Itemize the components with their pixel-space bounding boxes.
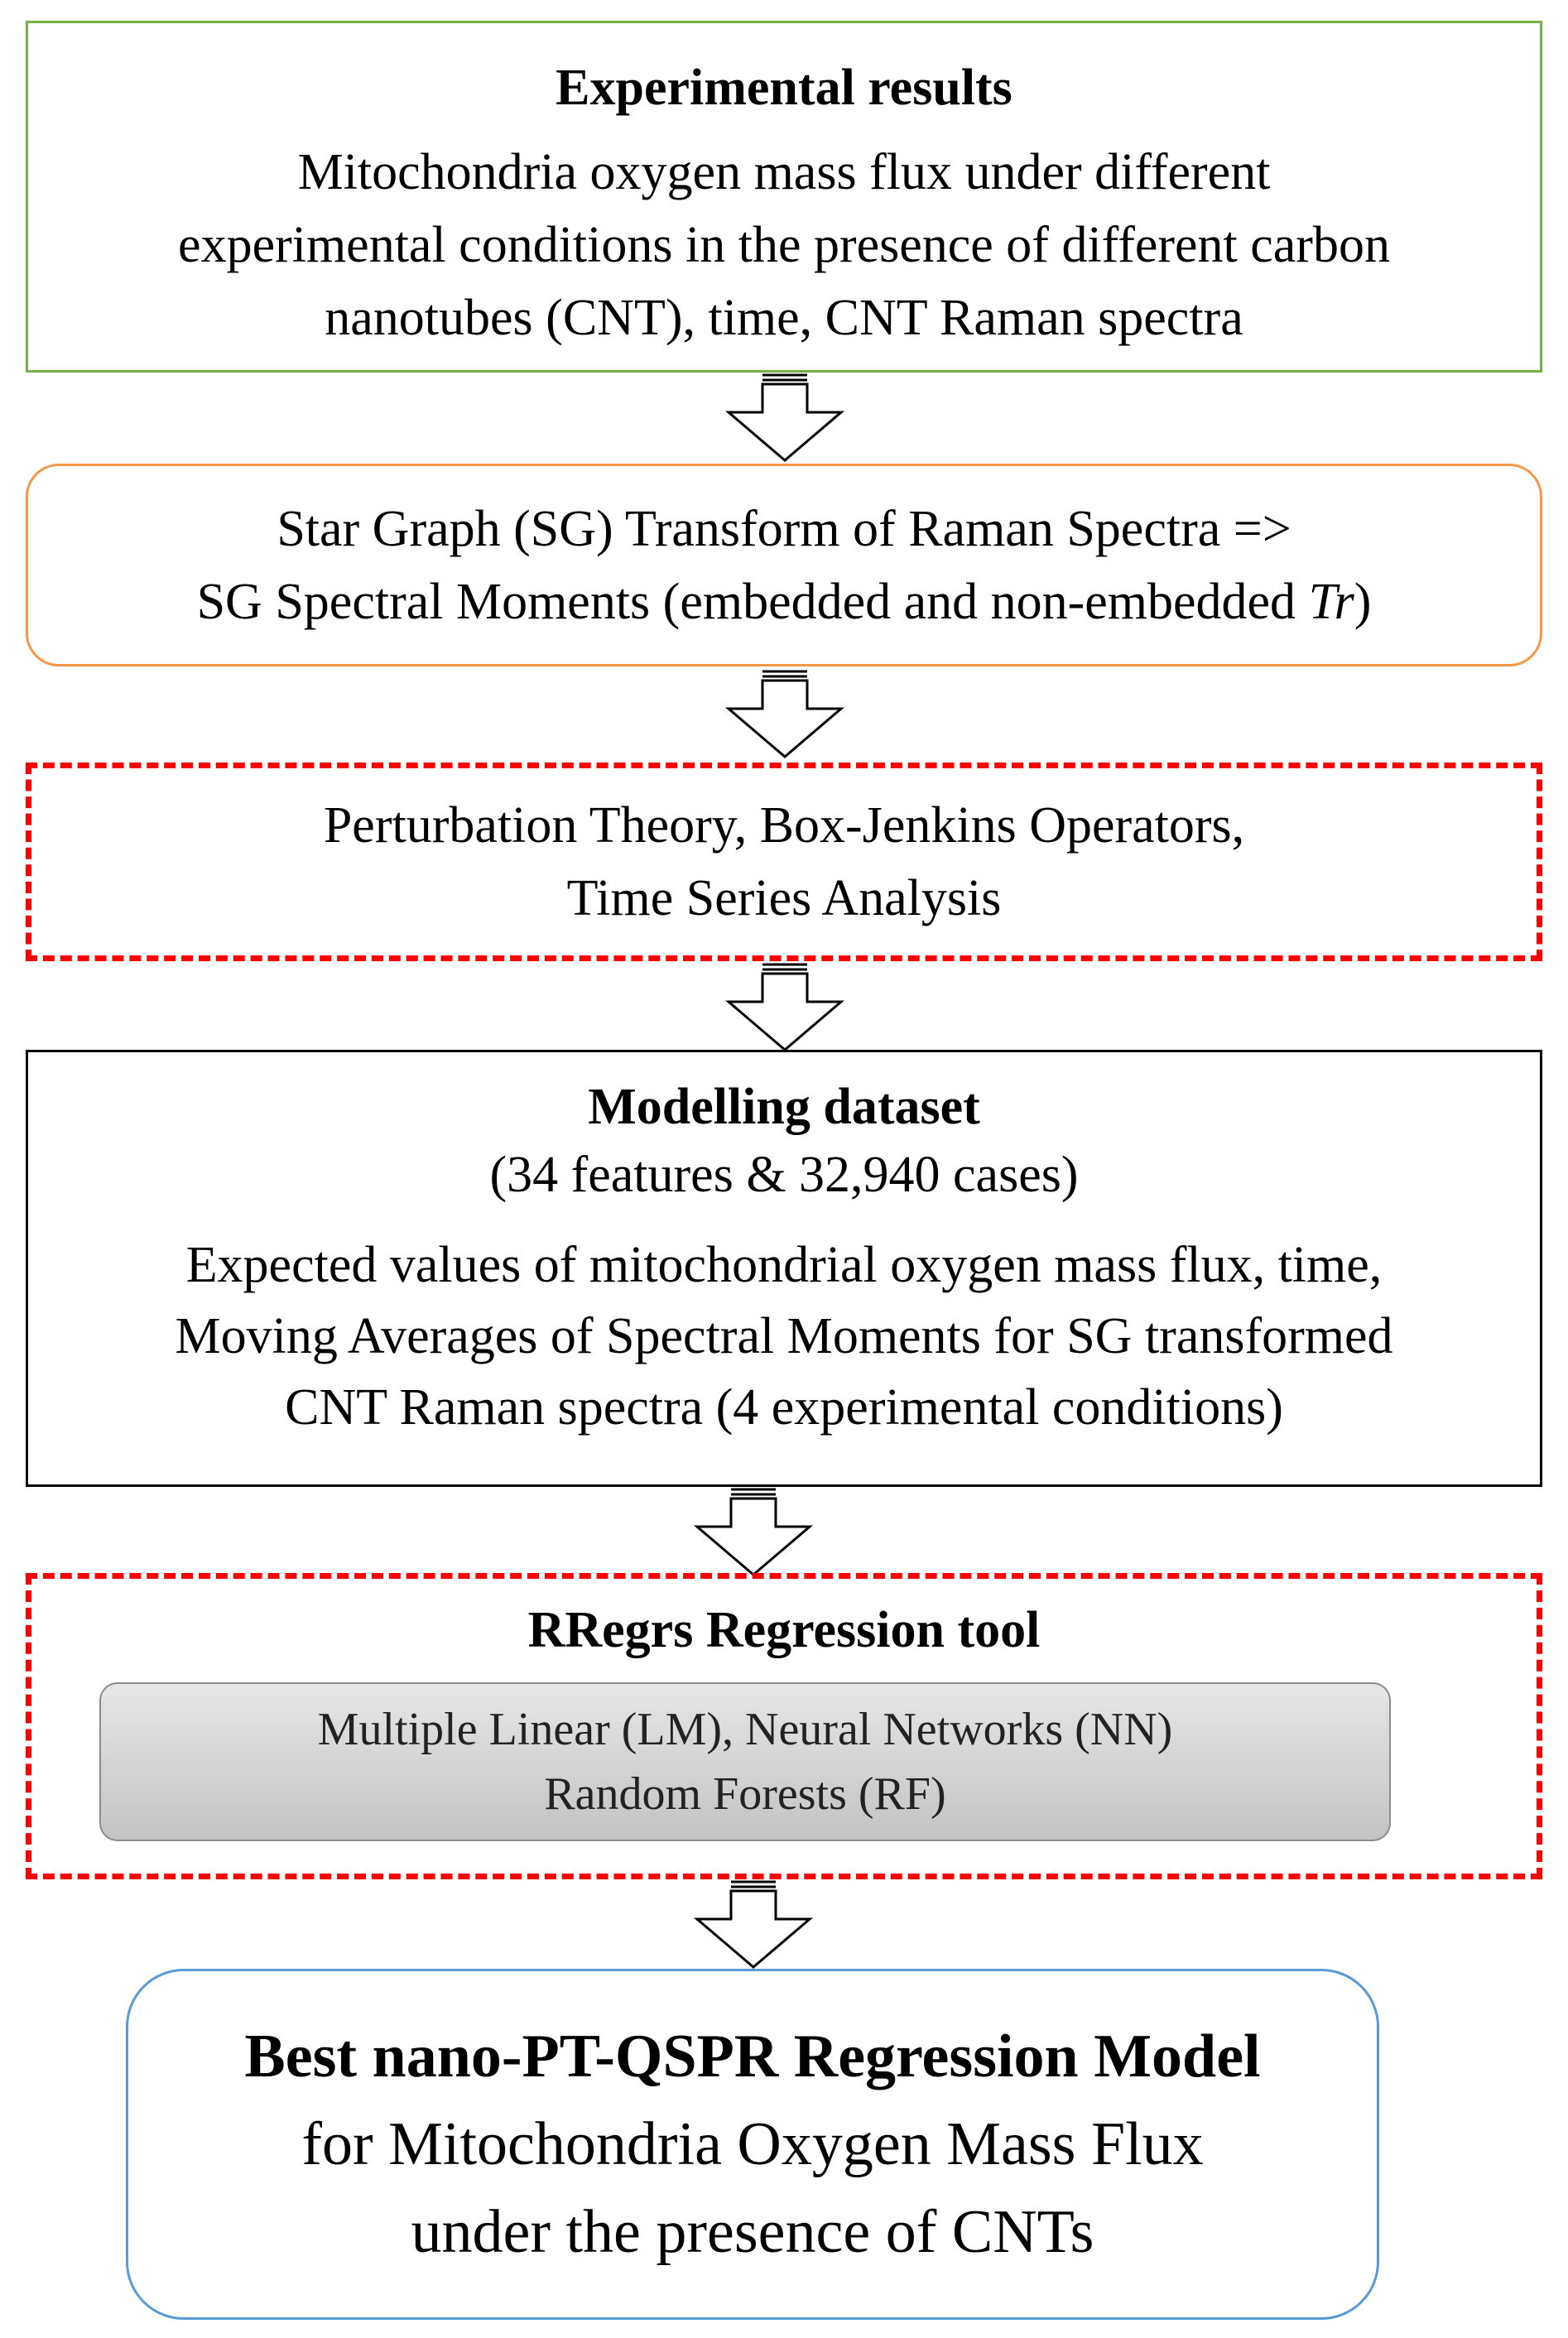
regression-methods-panel [99,1682,1391,1841]
down-arrow-icon [719,669,851,760]
methods-line-2: Random Forests (RF) [544,1768,946,1820]
best-model-title: Best nano-PT-QSPR Regression Model [244,2023,1261,2090]
perturbation-theory-box [26,762,1542,961]
experimental-line-3: nanotubes (CNT), time, CNT Raman spectra [325,290,1243,346]
experimental-results-box [26,21,1542,373]
best-model-line-1: for Mitochondria Oxygen Mass Flux [301,2110,1204,2178]
methods-line-1: Multiple Linear (LM), Neural Networks (NN) [317,1704,1173,1755]
sg-transform-line-2-suffix: ) [1354,573,1372,630]
modelling-dataset-title: Modelling dataset [588,1079,980,1135]
perturbation-line-2: Time Series Analysis [566,870,1002,926]
perturbation-line-1: Perturbation Theory, Box-Jenkins Operators, [323,797,1245,854]
experimental-line-2: experimental conditions in the presence of different carbon [178,217,1390,273]
down-arrow-icon [719,373,851,464]
experimental-results-title: Experimental results [556,60,1012,116]
down-arrow-icon [687,1487,820,1578]
dataset-line-3: CNT Raman spectra (4 experimental conditions) [285,1379,1283,1436]
modelling-dataset-subtitle: (34 features & 32,940 cases) [489,1147,1079,1203]
modelling-dataset-box [26,1050,1542,1487]
best-model-box [126,1969,1379,2320]
rregrs-regression-box [26,1573,1542,1879]
best-model-line-2: under the presence of CNTs [411,2198,1094,2266]
experimental-line-1: Mitochondria oxygen mass flux under different [297,144,1271,200]
sg-transform-line-1: Star Graph (SG) Transform of Raman Spectra => [277,500,1291,557]
sg-transform-box [26,464,1542,666]
sg-transform-line-2 [197,565,1372,638]
down-arrow-icon [719,962,851,1053]
experimental-results-text [178,136,1390,354]
dataset-line-2: Moving Averages of Spectral Moments for SG transformed [175,1308,1393,1364]
down-arrow-icon [687,1879,820,1970]
rregrs-title: RRegrs Regression tool [527,1602,1041,1658]
sg-transform-tr-symbol: Tr [1308,573,1354,630]
modelling-dataset-text [175,1229,1392,1443]
dataset-line-1: Expected values of mitochondrial oxygen mass flux, time, [185,1237,1383,1293]
sg-transform-line-2-prefix: SG Spectral Moments (embedded and non-embedded [196,573,1309,630]
